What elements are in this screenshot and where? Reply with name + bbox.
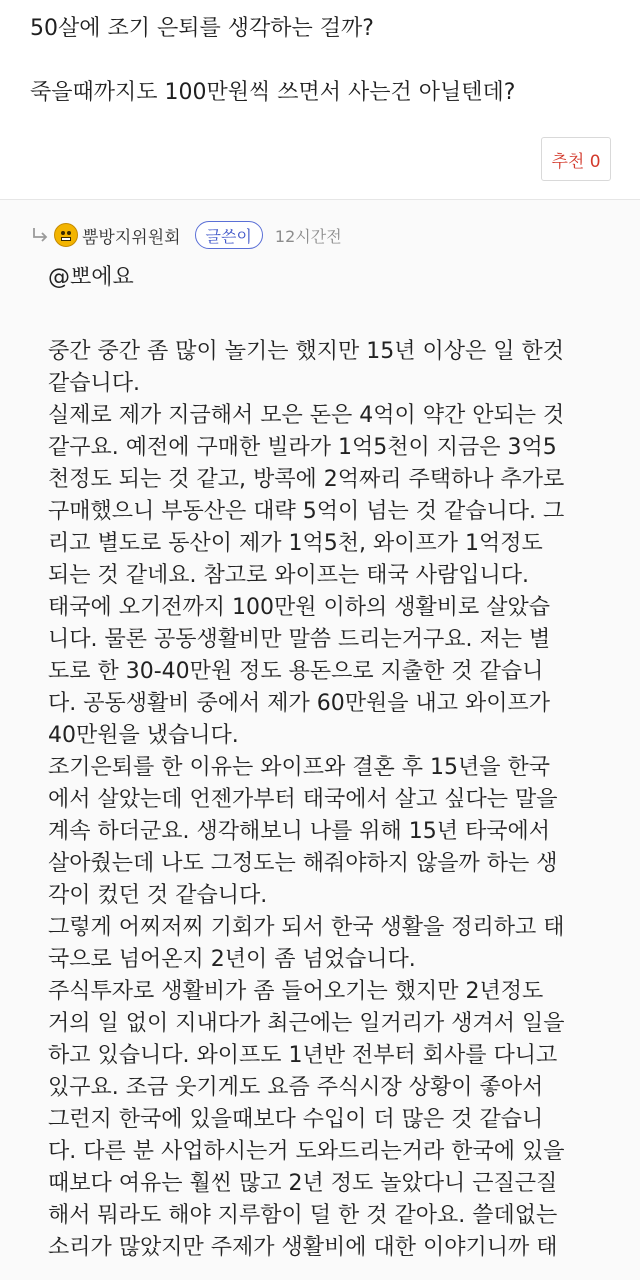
user-level-icon — [54, 223, 78, 247]
reply-text-line: 해서 뭐라도 해야 지루함이 덜 한 것 같아요. 쓸데없는 — [48, 1203, 558, 1228]
parent-comment-line-2: 죽을때까지도 100만원씩 쓰면서 사는건 아닐텐데? — [30, 80, 516, 105]
reply-text-line: 같구요. 예전에 구매한 빌라가 1억5천이 지금은 3억5 — [48, 435, 557, 460]
reply-text-line: 소리가 많았지만 주제가 생활비에 대한 이야기니까 태 — [48, 1235, 558, 1260]
nickname[interactable]: 뿜방지위원회 — [82, 227, 181, 248]
reply-text-line: 니다. 물론 공동생활비만 말씀 드리는거구요. 저는 별 — [48, 627, 551, 652]
reply-text-line: 거의 일 없이 지내다가 최근에는 일거리가 생겨서 일을 — [48, 1011, 565, 1036]
reply-text — [48, 336, 628, 1264]
reply-text-line: 그렇게 어찌저찌 기회가 되서 한국 생활을 정리하고 태 — [48, 915, 565, 940]
parent-comment-line-1: 50살에 조기 은퇴를 생각하는 걸까? — [30, 16, 374, 41]
reply-text-line: 있구요. 조금 웃기게도 요즘 주식시장 상황이 좋아서 — [48, 1075, 544, 1100]
reply-text-line: 계속 하더군요. 생각해보니 나를 위해 15년 타국에서 — [48, 819, 550, 844]
mention[interactable]: @뽀에요 — [48, 265, 134, 290]
reply-header — [30, 218, 342, 252]
reply-text-line: 조기은퇴를 한 이유는 와이프와 결혼 후 15년을 한국 — [48, 755, 550, 780]
reply-text-line: 태국에 오기전까지 100만원 이하의 생활비로 살았습 — [48, 595, 550, 620]
reply-text-line: 리고 별도로 동산이 제가 1억5천, 와이프가 1억정도 — [48, 531, 543, 556]
timestamp: 12시간전 — [274, 226, 342, 246]
reply-text-line: 국으로 넘어온지 2년이 좀 넘었습니다. — [48, 947, 416, 972]
reply-text-line: 주식투자로 생활비가 좀 들어오기는 했지만 2년정도 — [48, 979, 544, 1004]
reply-text-line: 다. 다른 분 사업하시는거 도와드리는거라 한국에 있을 — [48, 1139, 565, 1164]
reply-text-line: 때보다 여유는 훨씬 많고 2년 정도 놀았다니 근질근질 — [48, 1171, 558, 1196]
reply-text-line: 천정도 되는 것 같고, 방콕에 2억짜리 주택하나 추가로 — [48, 467, 565, 492]
reply-text-line: 하고 있습니다. 와이프도 1년반 전부터 회사를 다니고 — [48, 1043, 558, 1068]
reply-text-line: 되는 것 같네요. 참고로 와이프는 태국 사람입니다. — [48, 563, 529, 588]
reply-text-line: 중간 중간 좀 많이 놀기는 했지만 15년 이상은 일 한것 — [48, 339, 564, 364]
reply-text-line: 살아줬는데 나도 그정도는 해줘야하지 않을까 하는 생 — [48, 851, 558, 876]
reply-text-line: 다. 공동생활비 중에서 제가 60만원을 내고 와이프가 — [48, 691, 550, 716]
reply-text-line: 실제로 제가 지금해서 모은 돈은 4억이 약간 안되는 것 — [48, 403, 565, 428]
reply-text-line: 구매했으니 부동산은 대략 5억이 넘는 것 같습니다. 그 — [48, 499, 565, 524]
reply-text-line: 40만원을 냈습니다. — [48, 723, 239, 748]
reply-text-line: 에서 살았는데 언젠가부터 태국에서 살고 싶다는 말을 — [48, 787, 558, 812]
recommend-button[interactable]: 추천 0 — [541, 137, 611, 181]
reply-text-line: 그런지 한국에 있을때보다 수입이 더 많은 것 같습니 — [48, 1107, 544, 1132]
reply-text-line: 같습니다. — [48, 371, 141, 396]
parent-comment — [0, 0, 640, 200]
reply-text-line: 도로 한 30-40만원 정도 용돈으로 지출한 것 같습니 — [48, 659, 544, 684]
author-badge: 글쓴이 — [195, 221, 263, 249]
reply-arrow-icon — [30, 225, 50, 245]
reply-text-line: 각이 컸던 것 같습니다. — [48, 883, 268, 908]
reply-body — [48, 262, 628, 1264]
